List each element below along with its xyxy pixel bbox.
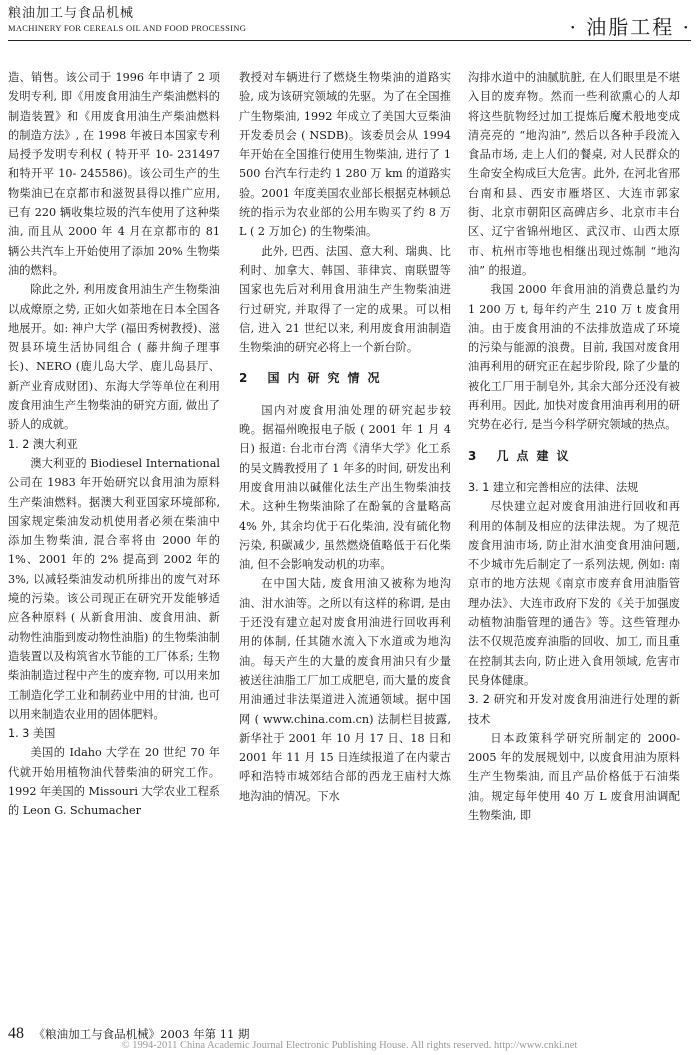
- footer-citation: 《粮油加工与食品机械》2003 年第 11 期: [33, 1027, 250, 1041]
- column-1: [8, 68, 220, 986]
- paragraph: 此外, 巴西、法国、意大利、瑞典、比利时、加拿大、韩国、菲律宾、南联盟等国家也先后对利用食用油生产生物柴油进行过研究, 并取得了一定的成果。可以相信, 进入 21 世纪以来, 利用废食用油制造生物柴油的研究必将上一个新台阶。: [239, 244, 451, 355]
- paragraph: 教授对车辆进行了燃烧生物柴油的道路实验, 成为该研究领域的先驱。为了在全国推广生物柴油, 1992 年成立了美国大豆柴油开发委员会 ( NSDB)。该委员会从 1994 年开始在全国推行使用生物柴油, 进行了 1 500 台汽车行走约 1 280 万 km 的道路实验。2001 年度美国农业部长根据克林顿总统的指示为农业部的公用车购买了约 8 万 L ( 2 万加仑) 的生物柴油。: [239, 71, 451, 239]
- paragraph: 我国 2000 年食用油的消费总量约为 1 200 万 t, 每年约产生 210 万 t 废食用油。由于废食用油的不法排放造成了环境的污染与能源的浪费。目前, 我国对废食用油再利用的研究正在起步阶段, 除了少量的被化工厂用于制皂外, 其余大部分还没有被再利用。因此, 加快对废食用油再利用的研究势在必行, 是当今科学研究领域的热点。: [468, 283, 680, 432]
- paragraph: 在中国大陆, 废食用油又被称为地沟油、泔水油等。之所以有这样的称谓, 是由于还没有建立起对废食用油进行回收再利用的体制, 任其随水流入下水道或为地沟油。每天产生的大量的废食用油只有少量被送往油脂工厂加工成肥皂, 而大量的废食用油通过非法渠道进入流通领域。据中国网 ( www.china.com.cn) 法制栏目披露, 新华社于 2001 年 10 月 17 日、18 日和 2001 年 11 月 15 日连续报道了在内蒙古呼和浩特市城郊结合部的西龙王庙村大炼地沟油的情况。下水: [239, 577, 451, 803]
- journal-title: 粮油加工与食品机械: [8, 6, 135, 21]
- column-2: [239, 68, 451, 986]
- section-heading: 2 国内研究情况: [239, 371, 388, 386]
- copyright-notice: © 1994-2011 China Academic Journal Electronic Publishing House. All rights reserved. http://www.cnki.net: [121, 1040, 578, 1051]
- subsection-heading: 1. 3 美国: [8, 727, 56, 741]
- paragraph: 尽快建立起对废食用油进行回收和再利用的体制及相应的法律法规。为了规范废食用油市场, 防止泔水油变食用油问题, 不少城市先后制定了一系列法规, 例如: 南京市的地方法规《南京市废弃食用油脂管理办法》、大连市政府下发的《关于加强废动植物油脂管理的通告》等。这些管理办法不仅规范废弃油脂的回收、加工, 而且重在控制其去向, 防止进入食用领域, 危害市民身体健康。: [468, 500, 680, 687]
- paragraph: 美国的 Idaho 大学在 20 世纪 70 年代就开始用植物油代替柴油的研究工作。1992 年美国的 Missouri 大学农业工程系的 Leon G. Schumacher: [8, 746, 220, 818]
- paragraph: 澳大利亚的 Biodiesel International 公司在 1983 年开始研究以食用油为原料生产柴油燃料。据澳大利亚国家环境部称, 国家规定柴油发动机使用者必须在柴油中添加生物柴油, 混合率将由 2000 年的 1%、2001 年的 2% 提高到 2002 年的 3%, 以减轻柴油发动机所排出的废气对环境的污染。该公司现正在研究开发能够适应各种原料 ( 从新食用油、废食用油、新动物性油脂到废动物性油脂) 的生物柴油制造装置以及构筑省水节能的工厂体系; 生物柴油制造过程中产生的废弃物, 可以用来加工制造化学工业和制药业中用的甘油, 也可以用来制造农业用的固体肥料。: [8, 456, 220, 721]
- journal-title-en: MACHINERY FOR CEREALS OIL AND FOOD PROCESSING: [8, 23, 247, 33]
- paragraph: 造、销售。该公司于 1996 年申请了 2 项发明专利, 即《用废食用油生产柴油燃料的制造装置》和《用废食用油生产柴油燃料的制造方法》, 在 1998 年被日本国家专利局授予发明专利权 ( 特开平 10- 231497 和特开平 10- 245586)。该公司生产的生物柴油已在京都市和滋贺县得以推广应用, 已有 220 辆收集垃圾的汽车使用了这种柴油, 而且从 2000 年 4 月在京都市的 81 辆公共汽车上开始使用了添加 20% 生物柴油的燃料。: [8, 71, 220, 277]
- subsection-heading: 1. 2 澳大利亚: [8, 437, 78, 451]
- header-rule: [8, 40, 691, 41]
- paragraph: 日本政策科学研究所制定的 2000- 2005 年的发展规划中, 以废食用油为原料生产生物柴油, 而且产品价格低于石油柴油。规定每年使用 40 万 L 废食用油调配生物柴油, 即: [468, 731, 680, 822]
- paragraph: 国内对废食用油处理的研究起步较晚。据福州晚报电子版 ( 2001 年 1 月 4 日) 报道: 台北市台湾《清华大学》化工系的吴文腾教授用了 1 年多的时间, 研发出利用废食用油以碱催化法生产出生物柴油技术。这种生物柴油除了在酚氧的含量略高 4% 外, 其余均优于石化柴油, 没有硫化物污染, 积碳减少, 虽然燃烧值略低于石化柴油, 但不会影响发动机的功率。: [239, 403, 451, 572]
- paragraph: 沟排水道中的油腻肮脏, 在人们眼里是不堪入目的废弃物。然而一些利欲熏心的人却将这些肮物经过加工提炼后魔术般地变成清亮亮的 “地沟油”, 然后以各种手段流入食品市场, 走上人们的餐桌, 对人民群众的生命安全构成巨大危害。此外, 在河北省邢台南和县、西安市雁塔区、大连市郭家街、北京市朝阳区高碑店乡、北京市丰台区、辽宁省锦州地区、武汉市、山西太原市、杭州市等地也相继出现过炼制 “地沟油” 的报道。: [468, 71, 680, 277]
- column-3: [468, 68, 680, 986]
- paragraph: 除此之外, 利用废食用油生产生物柴油以成燎原之势, 正如火如荼地在日本全国各地展开。如: 神户大学 (福田秀树教授)、滋贺县环境生活协同组合 ( 藤井絢子理事长)、NERO (鹿儿岛大学、鹿儿岛县厅、新产业育成财团)、东海大学等单位在利用废食用油生产生物柴油的研究方面, 做出了骄人的成就。: [8, 283, 220, 432]
- section-heading: 3 几点建议: [468, 448, 577, 463]
- page-number: 48: [8, 1025, 24, 1042]
- subsection-heading: 3. 1 建立和完善相应的法律、法规: [468, 480, 639, 494]
- section-title: · 油脂工程 ·: [569, 15, 691, 39]
- subsection-heading: 3. 2 研究和开发对废食用油进行处理的新技术: [468, 693, 680, 726]
